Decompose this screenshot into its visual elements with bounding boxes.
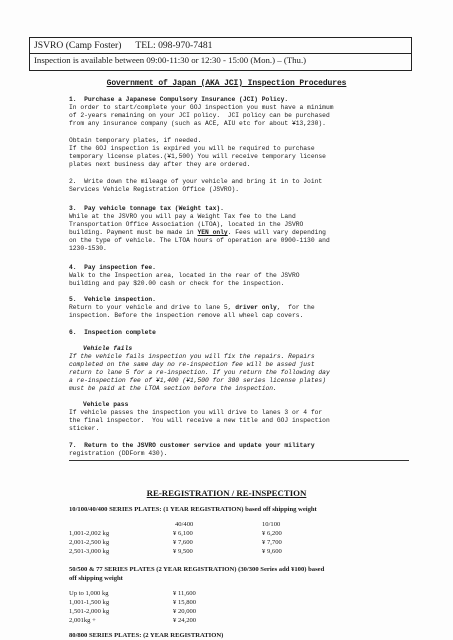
fee-2-year: ¥ 24,200	[173, 617, 197, 624]
step-3-line: on the type of vehicle. The LTOA hours of operation are 0900-1130 and	[69, 237, 330, 244]
vehicle-fails-line: If the vehicle fails inspection you will fix the repairs. Repairs	[69, 353, 315, 360]
weight-range: 2,001kg +	[69, 617, 96, 624]
step-1-line: of 2-years remaining on your JCI policy. JCI policy can be purchased	[69, 112, 330, 119]
fee-2-year: ¥ 20,000	[173, 608, 197, 615]
series-50-500-heading: 50/500 & 77 SERIES PLATES (2 YEAR REGISTRATION) (30/300 Series add ¥100) based	[69, 566, 325, 573]
weight-range: 2,501-3,000 kg	[69, 548, 110, 555]
vehicle-fails-line: completed on the same day no re-inspection fee will be assed just	[69, 361, 315, 368]
fee-40-400: ¥ 7,600	[173, 539, 193, 546]
temporary-plates-line: temporary license plates.(¥1,500) You will receive temporary license	[69, 153, 326, 160]
step-7	[69, 442, 409, 458]
step-1-heading: 1. Purchase a Japanese Compulsory Insurance (JCI) Policy.	[69, 96, 289, 103]
fee-2-year: ¥ 15,800	[173, 599, 197, 606]
step-6	[69, 329, 409, 433]
office-phone: TEL: 098-970-7481	[135, 40, 213, 51]
series-80-800-heading: 80/800 SERIES PLATES: (2 YEAR REGISTRATION)	[69, 632, 224, 639]
step-4-line: Walk to the Inspection area, located in the rear of the JSVRO	[69, 272, 300, 279]
temporary-plates-heading: Obtain temporary plates, if needed.	[69, 137, 202, 144]
step-4	[69, 264, 409, 288]
weight-range: Up to 1,000 kg	[69, 590, 109, 597]
step-3-payment-post: . Fees will vary depending	[227, 229, 326, 236]
weight-range: 1,501-2,000 kg	[69, 608, 110, 615]
step-4-heading: 4. Pay inspection fee.	[69, 264, 156, 271]
step-3-line: 1230-1530.	[69, 245, 107, 252]
col-header-10-100: 10/100	[262, 521, 281, 528]
step-3-payment-pre: building. Payment must be made in	[69, 229, 198, 236]
vehicle-fails-line: must be paid at the LTOA section before the inspection.	[69, 385, 277, 392]
fee-40-400: ¥ 9,500	[173, 548, 193, 555]
weight-range: 1,001-1,500 kg	[69, 599, 110, 606]
fee-2-year: ¥ 11,600	[173, 590, 196, 597]
weight-range: 1,001-2,002 kg	[69, 530, 110, 537]
vehicle-pass-line: the final inspector. You will receive a new title and GOJ inspection	[69, 417, 330, 424]
step-7-line: registration (DDForm 430).	[69, 450, 168, 457]
step-3-line: Transportation Office Association (LTOA), located in the JSVRO	[69, 221, 304, 228]
step-3-heading: 3. Pay vehicle tonnage tax (Weight tax).	[69, 205, 224, 212]
step-2-line: 2. Write down the mileage of your vehicle and bring it in to Joint	[69, 178, 323, 185]
temporary-plates-line: plates next business day after they are ordered.	[69, 161, 251, 168]
fee-40-400: ¥ 6,100	[173, 530, 193, 537]
vehicle-pass-line: sticker.	[69, 425, 100, 432]
step-5	[69, 296, 409, 320]
reregistration-title: RE-REGISTRATION / RE-INSPECTION	[146, 488, 307, 498]
step-5-heading: 5. Vehicle inspection.	[69, 296, 156, 303]
series-50-500-heading-cont: off shipping weight	[69, 575, 123, 582]
driver-only-emphasis: driver only	[235, 304, 277, 311]
fee-10-100: ¥ 6,200	[262, 530, 282, 537]
procedures-title: Government of Japan (AKA JCI) Inspection Procedures	[106, 79, 347, 88]
step-3	[69, 205, 409, 253]
step-7-line: 7. Return to the JSVRO customer service and update your military	[69, 442, 315, 449]
step-1-line: In order to start/complete your GOJ inspection you must have a minimum	[69, 104, 334, 111]
inspection-hours: Inspection is available between 09:00-11:30 or 12:30 - 15:00 (Mon.) – (Thu.)	[34, 55, 307, 65]
step-2	[69, 178, 409, 194]
col-header-40-400: 40/400	[175, 521, 194, 528]
vehicle-fails-heading: Vehicle fails	[83, 345, 133, 352]
temporary-plates-line: If the GOJ inspection is expired you will be required to purchase	[69, 145, 315, 152]
vehicle-pass-line: If vehicle passes the inspection you will drive to lanes 3 or 4 for	[69, 409, 323, 416]
step-5-line-post: , for the	[276, 304, 315, 311]
step-5-line-pre: Return to your vehicle and drive to lane 5,	[69, 304, 236, 311]
vehicle-fails-line: return to lane 5 for a re-inspection. If you return the following day	[69, 369, 330, 376]
step-1	[69, 96, 409, 128]
vehicle-pass-heading: Vehicle pass	[83, 401, 129, 408]
weight-range: 2,001-2,500 kg	[69, 539, 110, 546]
header-divider	[29, 53, 412, 54]
temporary-plates-note	[69, 137, 409, 169]
step-1-line: from any insurance company (such as ACE, AIU etc for about ¥13,230).	[69, 120, 326, 127]
fee-10-100: ¥ 9,600	[262, 548, 282, 555]
series-10-100-heading: 10/100/40/400 SERIES PLATES: (1 YEAR REGISTRATION) based off shipping weight	[69, 506, 317, 513]
yen-only-emphasis: YEN only	[197, 229, 228, 236]
step-3-line: While at the JSVRO you will pay a Weight Tax fee to the Land	[69, 213, 296, 220]
step-5-line: inspection. Before the inspection remove all wheel cap covers.	[69, 312, 304, 319]
vehicle-fails-line: a re-inspection fee of ¥1,400 (¥1,500 for 300 series license plates)	[69, 377, 326, 384]
header-contact-line	[34, 40, 212, 51]
step-2-line: Services Vehicle Registration Office (JSVRO).	[69, 186, 240, 193]
section-divider	[69, 460, 409, 461]
step-4-line: building and pay $20.00 cash or check for the inspection.	[69, 280, 285, 287]
step-6-heading: 6. Inspection complete	[69, 329, 156, 336]
fee-10-100: ¥ 7,700	[262, 539, 282, 546]
office-name: JSVRO (Camp Foster)	[34, 40, 122, 51]
